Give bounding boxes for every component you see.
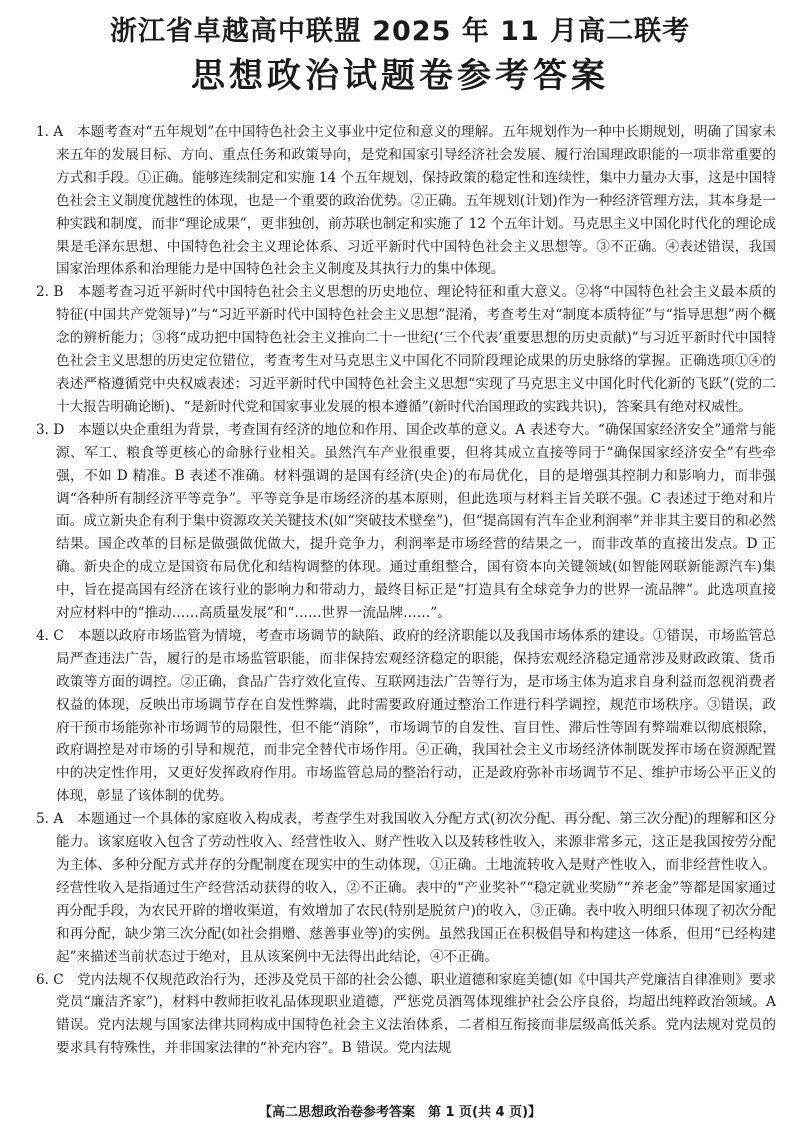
answer-list xyxy=(36,121,776,1060)
answer-item-4: 4. C 本题以政府市场监管为情境，考查市场调节的缺陷、政府的经济职能以及我国市场体系的建设。①错误，市场监管总局严查违法广告，履行的是市场监管职能，而非保持宏观经济稳定的职能，保持宏观经济稳定通常涉及财政政策、货币政策等方面的调控。②正确，食品广告疗效化宣传、互联网违法广告等行为，是市场主体为追求自身利益而忽视消费者权益的体现，反映出市场调节存在自发性弊端，此时需要政府通过整治工作进行科学调控，规范市场秩序。③错误，政府干预市场能弥补市场调节的局限性，但不能“消除”，市场调节的自发性、盲目性、滞后性等固有弊端难以彻底根除，政府调控是对市场的引导和规范，而非完全替代市场作用。④正确，我国社会主义市场经济体制既发挥市场在资源配置中的决定性作用，又更好发挥政府作用。市场监管总局的整治行动，正是政府弥补市场调节不足、维护市场公平正义的体现，彰显了该体制的优势。 xyxy=(36,627,776,805)
answer-item-2: 2. B 本题考查习近平新时代中国特色社会主义思想的历史地位、理论特征和重大意义。②将“中国特色社会主义最本质的特征(中国共产党领导)”与“习近平新时代中国特色社会主义思想”混淆，考查考生对“制度本质特征”与“指导思想”两个概念的辨析能力；③将“成功把中国特色社会主义推向二十一世纪(‘三个代表’重要思想的历史贡献)”与习近平新时代中国特色社会主义思想的历史定位错位，考查考生对马克思主义中国化不同阶段理论成果的历史脉络的掌握。正确选项①④的表述严格遵循党中央权威表述：习近平新时代中国特色社会主义思想“实现了马克思主义中国化时代化新的飞跃”(党的二十大报告明确论断)、“是新时代党和国家事业发展的根本遵循”(新时代治国理政的实践共识)，答案具有绝对权威性。 xyxy=(36,284,776,415)
answer-item-3: 3. D 本题以央企重组为背景，考查国有经济的地位和作用、国企改革的意义。A 表述夸大。“确保国家经济安全”通常与能源、军工、粮食等更核心的命脉行业相关。虽然汽车产业很重要，但将其成立直接等同于“确保国家经济安全”有些牵强，不如 D 精准。B 表述不准确。材料强调的是国有经济(央企)的布局优化，目的是增强其控制力和影响力，而非强调“各种所有制经济平等竞争”。平等竞争是市场经济的基本原则，但此选项与材料主旨关联不强。C 表述过于绝对和片面。成立新央企有利于集中资源攻关关键技术(如“突破技术壁垒”)，但“提高国有汽车企业利润率”并非其主要目的和必然结果。国企改革的目标是做强做优做大，提升竞争力，利润率是市场经营的结果之一，而非改革的直接出发点。D 正确。新央企的成立是国资布局优化和结构调整的体现。通过重组整合，国有资本向关键领域(如智能网联新能源汽车)集中，旨在提高国有经济在该行业的影响力和带动力，最终目标正是“打造具有全球竞争力的世界一流品牌”。此选项直接对应材料中的“推动……高质量发展”和“……世界一流品牌……”。 xyxy=(36,421,776,622)
page-footer: 【高二思想政治卷参考答案 第 1 页(共 4 页)】 xyxy=(258,1105,542,1120)
exam-title: 浙江省卓越高中联盟 2025 年 11 月高二联考 xyxy=(109,16,691,47)
answer-item-5: 5. A 本题通过一个具体的家庭收入构成表，考查学生对我国收入分配方式(初次分配、再分配、第三次分配)的理解和区分能力。该家庭收入包含了劳动性收入、经营性收入、财产性收入以及转移性收入，来源非常多元，这正是我国按劳分配为主体、多种分配方式并存的分配制度在现实中的生动体现，①正确。土地流转收入是财产性收入，而非经营性收入。经营性收入是指通过生产经营活动获得的收入，②不正确。表中的“产业奖补”“稳定就业奖励”“养老金”等都是国家通过再分配手段，为农民开辟的增收渠道，有效增加了农民(特别是脱贫户)的收入，③正确。表中收入明细只体现了初次分配和再分配，缺少第三次分配(如社会捐赠、慈善事业等)的实例。虽然我国正在积极倡导和构建这一体系，但用“已经构建起”来描述当前状态过于绝对，且从该案例中无法得出此结论，④不正确。 xyxy=(36,811,776,965)
answer-key-title: 思想政治试题卷参考答案 xyxy=(191,56,609,96)
answer-item-1: 1. A 本题考查对“五年规划”在中国特色社会主义事业中定位和意义的理解。五年规划作为一种中长期规划，明确了国家未来五年的发展目标、方向、重点任务和政策导向，是党和国家引导经济社会发展、履行治国理政职能的一项非常重要的方式和手段。①正确。能够连续制定和实施 14 个五年规划，保持政策的稳定性和连续性，集中力量办大事，这是中国特色社会主义制度优越性的体现，也是一个重要的政治优势。②正确。五年规划(计划)作为一种经济管理方法，其本身是一种实践和制度，而非“理论成果”，更非独创，前苏联也制定和实施了 12 个五年计划。马克思主义中国化时代化的理论成果是毛泽东思想、中国特色社会主义理论体系、习近平新时代中国特色社会主义思想等。③不正确。④表述错误，我国国家治理体系和治理能力是中国特色社会主义制度及其执行力的集中体现。 xyxy=(36,124,776,278)
answer-item-6: 6. C 党内法规不仅规范政治行为，还涉及党员干部的社会公德、职业道德和家庭美德(如《中国共产党廉洁自律准则》要求党员“廉洁齐家”)，材料中教师拒收礼品体现职业道德，严惩党员酒驾体现维护社会公序良俗，均超出纯粹政治领域。A 错误。党内法规与国家法律共同构成中国特色社会主义法治体系，二者相互衔接而非层级高低关系。党内法规对党员的要求具有特殊性，并非国家法律的“补充内容”。B 错误。党内法规 xyxy=(36,971,776,1057)
